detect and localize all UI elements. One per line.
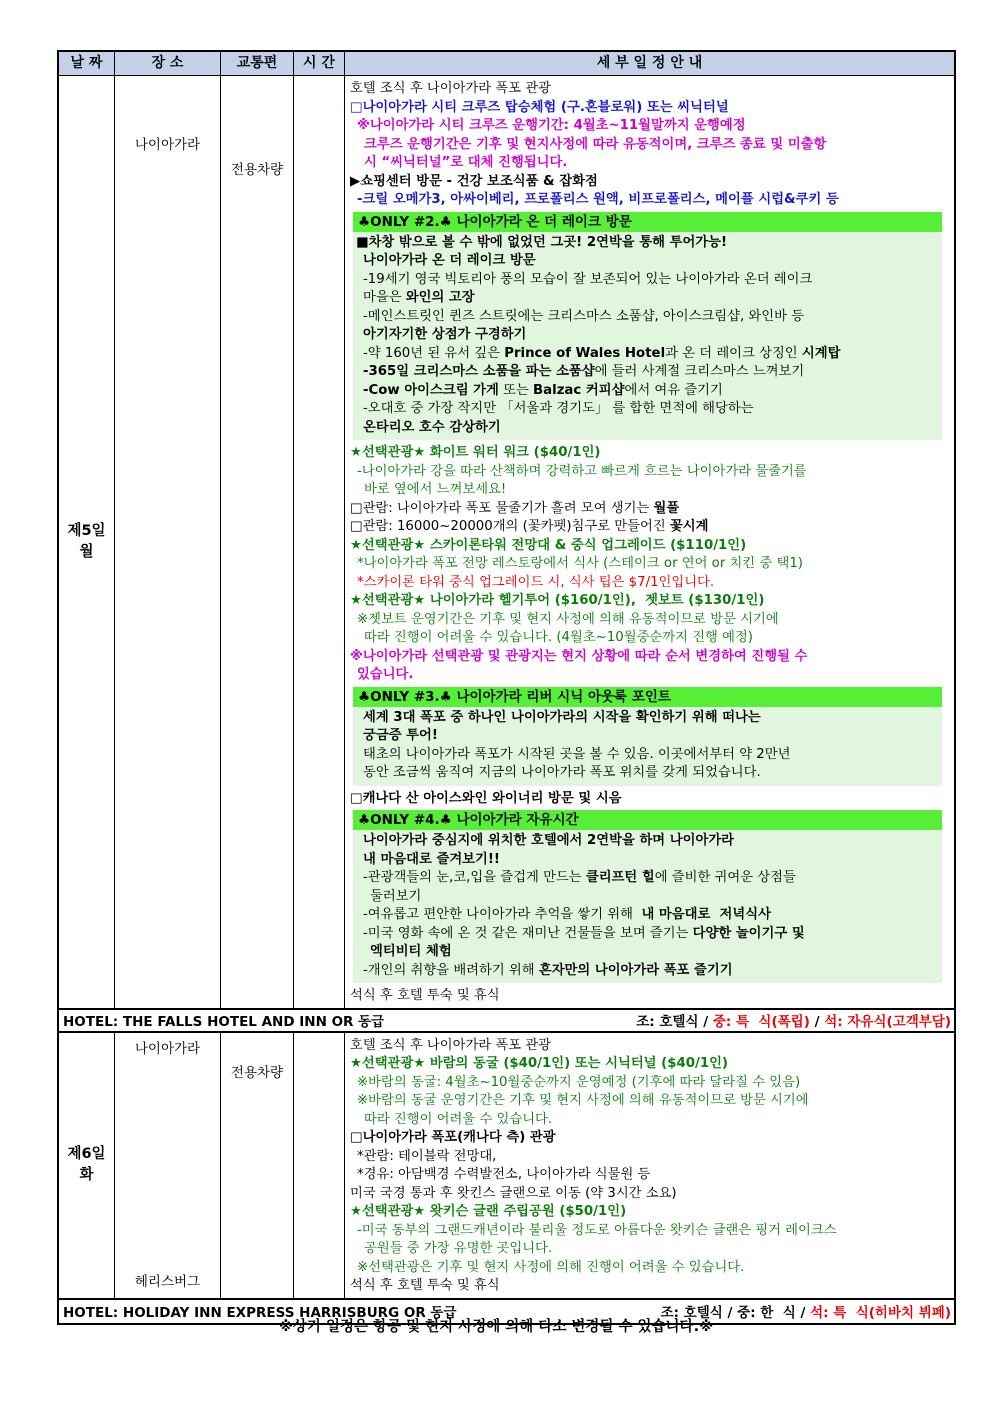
meal-info-day5 — [636, 1010, 951, 1030]
text-run: ★선택관광★ 바람의 동굴 ($40/1인) 또는 시닉터널 ($40/1인) — [350, 1056, 729, 1071]
text-line — [356, 308, 938, 327]
text-line — [356, 363, 938, 382]
text-line — [356, 345, 938, 364]
text-line — [356, 851, 938, 870]
itinerary-table — [57, 50, 956, 1325]
day5-transport-cell — [221, 76, 294, 1008]
text-run: 에서 여유 즐기기 — [624, 382, 723, 398]
text-line — [350, 99, 948, 118]
text-run: ※젯보트 운영기간은 기후 및 현지 사정에 의해 유동적이므로 방문 시기에 — [357, 611, 779, 627]
day6-time-cell — [294, 1033, 345, 1298]
text-line — [350, 1037, 948, 1056]
day5-time-cell — [294, 76, 345, 1008]
text-line — [356, 709, 938, 728]
text-run: -메인스트릿인 퀸즈 스트릿에는 크리스마스 소품샵, 아이스크림샵, 와인바 등 — [363, 308, 805, 324]
text-run: 에 들러 사계절 크리스마스 느껴보기 — [594, 364, 805, 379]
text-run: 와인의 고장 — [405, 290, 475, 305]
text-run: 호텔 조식 후 나이아가라 폭포 관광 — [350, 1037, 551, 1053]
text-line — [350, 666, 948, 685]
text-run: 나이아가라 중심지에 위치한 호텔에서 2연박을 하며 나이아가라 — [363, 833, 734, 848]
text-run: ★선택관광★ 왓키슨 글랜 주립공원 ($50/1인) — [350, 1204, 627, 1219]
text-line — [350, 574, 948, 593]
text-line — [350, 1203, 948, 1222]
day6-detail-cell — [345, 1033, 954, 1298]
text-line — [356, 234, 938, 253]
text-line — [350, 518, 948, 537]
text-run: 세계 3대 폭포 중 하나인 나이아가라의 시작을 확인하기 위해 떠나는 — [363, 709, 761, 725]
only-callout-title: ♣ONLY #3.♣ 나이아가라 리버 시닉 아웃룩 포인트 — [353, 687, 942, 707]
text-run: -Cow 아이스크림 가게 — [363, 382, 499, 398]
day6-row — [59, 1033, 954, 1300]
day5-detail-cell — [345, 76, 954, 1008]
text-run: 마을은 — [363, 290, 406, 305]
text-run: -오대호 중 가장 작지만 「서울과 경기도」 를 합한 면적에 해당하는 — [363, 401, 754, 416]
hotel-row-day5 — [59, 1010, 954, 1033]
text-run: ▶쇼핑센터 방문 - 건강 보조식품 & 잡화점 — [350, 173, 598, 189]
day6-transport-cell — [221, 1033, 294, 1298]
text-run: □나이아가라 시티 크루즈 탑승체험 (구.혼블로워) 또는 씨닉터널 — [350, 99, 729, 115]
text-line — [350, 80, 948, 99]
text-run: *나이아가라 폭포 전망 레스토랑에서 식사 (스테이크 or 연어 or 치킨 중 택1) — [357, 556, 803, 571]
text-run: -미국 영화 속에 온 것 같은 재미난 건물들을 보며 즐기는 — [363, 925, 693, 941]
text-line — [350, 1111, 948, 1130]
only-callout-body — [353, 232, 942, 441]
text-run: 중: 특 식(폭립) — [712, 1014, 810, 1030]
day6-transport: 전용차량 — [230, 1064, 284, 1081]
hotel-name-day6: HOTEL: HOLIDAY INN EXPRESS HARRISBURG OR 동급 — [63, 1305, 457, 1321]
text-run: / — [809, 1014, 825, 1030]
text-run: 내 마음대로 즐겨보기!! — [363, 851, 500, 867]
text-run: ★선택관광★ 나이아가라 헬기투어 ($160/1인), 젯보트 ($130/1인) — [350, 593, 765, 608]
text-run: 에 즐비한 귀여운 상점들 — [654, 870, 796, 885]
text-run: □관람: 16000~20000개의 (꽃카펫)침구로 만들어진 — [350, 519, 670, 534]
day5-row — [59, 76, 954, 1010]
text-line — [350, 1240, 948, 1259]
text-run: -개인의 취향을 배려하기 위해 — [363, 962, 539, 978]
text-run: ★선택관광★ 스카이론타워 전망대 & 중식 업그레이드 ($110/1인) — [350, 537, 747, 553]
text-run: 석: 특 식(히바치 뷔페) — [810, 1305, 951, 1321]
day5-date: 제5일 — [67, 522, 106, 539]
day6-date-cell — [59, 1033, 115, 1298]
text-line — [356, 271, 938, 290]
day5-transport: 전용차량 — [230, 162, 284, 178]
text-run: 석식 후 호텔 투숙 및 휴식 — [350, 1278, 500, 1293]
text-line — [350, 173, 948, 192]
text-line — [350, 1185, 948, 1204]
text-run: -여유롭고 편안한 나이아가라 추억을 쌓기 위해 — [363, 907, 642, 922]
text-line — [350, 1277, 948, 1296]
text-line — [350, 987, 948, 1006]
text-line — [350, 555, 948, 574]
text-line — [350, 463, 948, 482]
text-run: Prince of Wales Hotel — [504, 345, 666, 361]
day5-place: 나이아가라 — [134, 137, 201, 153]
text-run: 따라 진행이 어려울 수 있습니다. — [364, 1111, 553, 1127]
text-line — [350, 136, 948, 155]
text-run: 다양한 놀이기구 및 — [692, 925, 805, 941]
text-line — [350, 592, 948, 611]
text-line — [356, 326, 938, 345]
text-run: 온타리오 호수 감상하기 — [363, 419, 501, 435]
text-run: □나이아가라 폭포(캐나다 측) 관광 — [350, 1130, 556, 1145]
text-line — [356, 764, 938, 783]
text-run: -365일 크리스마스 소품을 파는 소품샵 — [363, 364, 595, 379]
text-run: ※바람의 동굴: 4월초~10월중순까지 운영예정 (기후에 따라 달라질 수 있음) — [357, 1074, 801, 1090]
text-line — [350, 1166, 948, 1185]
text-line — [356, 289, 938, 308]
text-line — [350, 1092, 948, 1111]
text-line — [350, 537, 948, 556]
day6-place-cell — [115, 1033, 221, 1298]
text-run: Balzac 커피샵 — [533, 382, 625, 398]
only-callout-body — [353, 830, 942, 983]
text-run: 시계탑 — [801, 345, 841, 361]
text-line — [356, 382, 938, 401]
text-run: 나이아가라 온 더 레이크 방문 — [363, 253, 536, 268]
text-line — [356, 943, 938, 962]
day6-place-top: 나이아가라 — [134, 1040, 201, 1057]
header-detail: 세 부 일 정 안 내 — [596, 55, 703, 71]
text-run: ■차창 밖으로 볼 수 밖에 없었던 그곳! 2연박을 통해 투어가능! — [356, 234, 728, 250]
schedule-change-disclaimer: ※상기 일정은 항공 및 현지 사정에 의해 다소 변경될 수 있습니다.※ — [278, 1319, 714, 1335]
text-run: *경유: 아담백경 수력발전소, 나이아가라 식물원 등 — [357, 1167, 651, 1182]
text-run: 내 마음대로 저녁식사 — [641, 907, 771, 922]
text-line — [350, 629, 948, 648]
text-run: -약 160년 된 유서 깊은 — [363, 345, 505, 361]
only-callout — [353, 212, 942, 441]
text-line — [350, 1074, 948, 1093]
text-line — [350, 1055, 948, 1074]
text-run: -관광객들의 눈,코,입을 즐겁게 만드는 — [363, 870, 586, 885]
text-run: 월풀 — [653, 500, 680, 516]
text-run: 동안 조금씩 움직여 지금의 나이아가라 폭포 위치를 갖게 되었습니다. — [363, 765, 761, 780]
table-header-row — [59, 52, 954, 76]
text-run: ※나이아가라 선택관광 및 관광지는 현지 상황에 따라 순서 변경하여 진행될 수 — [350, 648, 808, 664]
text-line — [350, 1222, 948, 1241]
text-line — [356, 727, 938, 746]
text-line — [356, 400, 938, 419]
header-place: 장 소 — [115, 52, 221, 75]
text-line — [350, 1148, 948, 1167]
text-line — [350, 611, 948, 630]
text-run: 클리프턴 힐 — [585, 870, 655, 885]
text-run: -크릴 오메가3, 아싸이베리, 프로폴리스 원액, 비프로폴리스, 메이플 시럽&쿠키 등 — [357, 192, 839, 207]
text-line — [350, 1129, 948, 1148]
hotel-name-day5: HOTEL: THE FALLS HOTEL AND INN OR 동급 — [63, 1014, 385, 1030]
only-callout-title: ♣ONLY #2.♣ 나이아가라 온 더 레이크 방문 — [353, 212, 942, 232]
text-line — [350, 790, 948, 809]
text-run: □캐나다 산 아이스와인 와이너리 방문 및 시음 — [350, 790, 622, 806]
header-time: 시 간 — [294, 52, 345, 75]
text-line — [350, 117, 948, 136]
text-run: 석식 후 호텔 투숙 및 휴식 — [350, 988, 500, 1003]
text-line — [356, 832, 938, 851]
text-line — [356, 962, 938, 981]
text-line — [356, 869, 938, 888]
text-line — [350, 154, 948, 173]
text-run: 엑티비티 체험 — [370, 944, 452, 959]
text-run: 조: 호텔식 / 중: 한 식 / — [660, 1305, 811, 1321]
only-callout-title: ♣ONLY #4.♣ 나이아가라 자유시간 — [353, 810, 942, 830]
text-run: -미국 동부의 그랜드캐년이라 불리울 정도로 아름다운 왓키슨 글랜은 핑거 레이크스 — [357, 1222, 837, 1238]
day5-weekday: 월 — [79, 543, 94, 560]
text-run: 둘러보기 — [370, 888, 422, 904]
text-run: 미국 국경 통과 후 왓킨스 글랜으로 이동 (약 3시간 소요) — [350, 1185, 677, 1201]
text-run: ※나이아가라 시티 크루즈 운행기간: 4월초~11월말까지 운행예정 — [357, 118, 746, 133]
text-run: 혼자만의 나이아가라 폭포 즐기기 — [538, 962, 733, 978]
text-run: ★선택관광★ 화이트 워터 워크 ($40/1인) — [350, 445, 601, 460]
text-line — [350, 481, 948, 500]
day6-place-bottom: 헤리스버그 — [134, 1273, 201, 1290]
text-run: 궁금증 투어! — [363, 728, 438, 743]
text-run: □관람: 나이아가라 폭포 물줄기가 흘려 모여 생기는 — [350, 500, 654, 516]
text-run: 공원들 중 가장 유명한 곳입니다. — [364, 1241, 553, 1256]
text-run: 바로 옆에서 느껴보세요! — [364, 482, 507, 497]
text-run: 석: 자유식(고객부담) — [824, 1014, 951, 1030]
text-run: 태초의 나이아가라 폭포가 시작된 곳을 볼 수 있음. 이곳에서부터 약 2만년 — [363, 746, 791, 762]
text-run: 아기자기한 상점가 구경하기 — [363, 327, 527, 342]
text-line — [356, 252, 938, 271]
text-line — [356, 419, 938, 438]
text-run: *스카이론 타워 중식 업그레이드 시, 식사 팁은 $7/1인입니다. — [357, 574, 715, 590]
text-line — [350, 648, 948, 667]
text-run: *관람: 테이블락 전망대, — [357, 1148, 497, 1164]
day5-date-cell — [59, 76, 115, 1008]
text-run: -19세기 영국 빅토리아 풍의 모습이 잘 보존되어 있는 나이아가라 온더 레이크 — [363, 271, 813, 287]
day6-weekday: 화 — [79, 1167, 94, 1183]
only-callout — [353, 810, 942, 983]
text-run: 있습니다. — [357, 667, 414, 682]
text-line — [356, 746, 938, 765]
text-run: 시 “씨닉터널”로 대체 진행됩니다. — [364, 155, 568, 170]
text-run: 조: 호텔식 / — [636, 1014, 713, 1030]
text-run: 따라 진행이 어려울 수 있습니다. (4월초~10월중순까지 진행 예정) — [364, 630, 753, 645]
day6-date: 제6일 — [67, 1146, 106, 1162]
text-line — [350, 444, 948, 463]
text-run: 또는 — [498, 382, 534, 398]
header-transport: 교통편 — [221, 52, 294, 75]
only-callout — [353, 687, 942, 786]
text-run: 과 온 더 레이크 상징인 — [665, 345, 802, 361]
text-run: 크루즈 운행기간은 기후 및 현지사정에 따라 유동적이며, 크루즈 종료 및 미출항 — [364, 136, 827, 152]
text-line — [356, 925, 938, 944]
text-run: 호텔 조식 후 나이아가라 폭포 관광 — [350, 81, 551, 96]
text-line — [356, 906, 938, 925]
text-run: ※선택관광은 기후 및 현지 사정에 의해 진행이 어려울 수 있습니다. — [357, 1259, 745, 1275]
day5-place-cell — [115, 76, 221, 1008]
header-date: 날 짜 — [59, 52, 115, 75]
text-run: -나이아가라 강을 따라 산책하며 강력하고 빠르게 흐르는 나이아가라 물줄기를 — [357, 463, 807, 479]
text-run: 꽃시계 — [669, 519, 709, 534]
text-line — [356, 888, 938, 907]
text-line — [350, 500, 948, 519]
text-line — [350, 191, 948, 210]
only-callout-body — [353, 707, 942, 786]
text-line — [350, 1259, 948, 1278]
text-run: ※바람의 동굴 운영기간은 기후 및 현지 사정에 의해 유동적이므로 방문 시기에 — [357, 1093, 809, 1108]
